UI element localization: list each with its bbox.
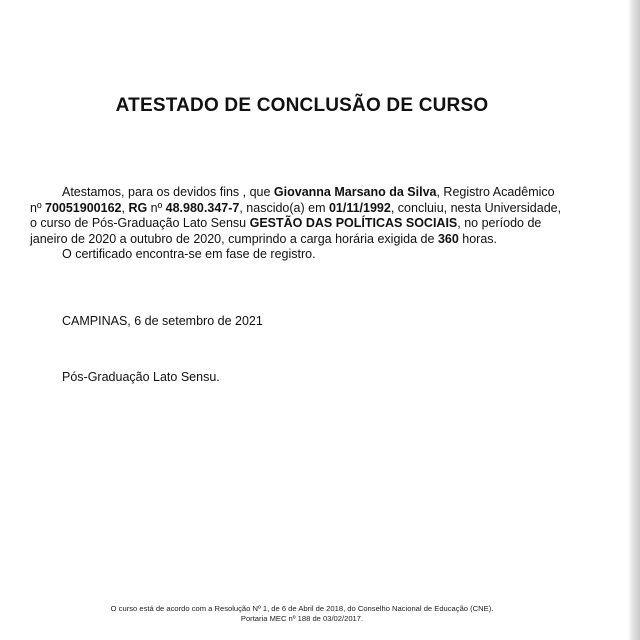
- academic-record-number: 70051900162: [45, 200, 122, 215]
- issuing-department: Pós-Graduação Lato Sensu.: [62, 370, 220, 384]
- body-text-segment: nº: [147, 200, 166, 215]
- birth-date: 01/11/1992: [328, 200, 391, 215]
- student-name: Giovanna Marsano da Silva: [273, 185, 437, 199]
- body-text-segment: , concluiu, nesta Universidade,: [390, 200, 562, 215]
- body-line-1: [30, 185, 555, 201]
- course-name: GESTÃO DAS POLÍTICAS SOCIAIS: [249, 216, 458, 230]
- body-text-segment: nº: [30, 200, 45, 215]
- body-text-segment: , Registro Acadêmico: [436, 185, 555, 199]
- body-text-segment: Atestamos, para os devidos fins , que: [62, 185, 274, 199]
- rg-number: 48.980.347-7: [165, 200, 240, 215]
- course-hours: 360: [437, 231, 459, 246]
- page-edge-shadow: [628, 0, 640, 640]
- legal-footer: [0, 604, 604, 624]
- body-text-segment: , nascido(a) em: [239, 200, 329, 215]
- place-and-date: CAMPINAS, 6 de setembro de 2021: [62, 314, 263, 328]
- document-title: ATESTADO DE CONCLUSÃO DE CURSO: [115, 95, 489, 116]
- body-text-segment: ,: [121, 200, 129, 215]
- body-line-5: O certificado encontra-se em fase de registro.: [62, 247, 316, 261]
- body-text-segment: o curso de Pós-Graduação Lato Sensu: [30, 216, 250, 230]
- rg-label: RG: [128, 200, 148, 215]
- certificate-body: [30, 185, 562, 263]
- body-line-3: [30, 216, 550, 232]
- body-line-4: [30, 232, 550, 248]
- footer-line-2: Portaria MEC nº 188 de 03/02/2017.: [240, 614, 364, 623]
- body-text-segment: janeiro de 2020 a outubro de 2020, cumprindo a carga horária exigida de: [30, 231, 438, 246]
- body-text-segment: horas.: [458, 231, 498, 246]
- footer-line-1: O curso está de acordo com a Resolução Nº 1, de 6 de Abril de 2018, do Conselho Nacional de Educação (CNE).: [110, 604, 494, 613]
- body-line-2: [30, 200, 562, 217]
- body-text-segment: , no período de: [457, 216, 542, 230]
